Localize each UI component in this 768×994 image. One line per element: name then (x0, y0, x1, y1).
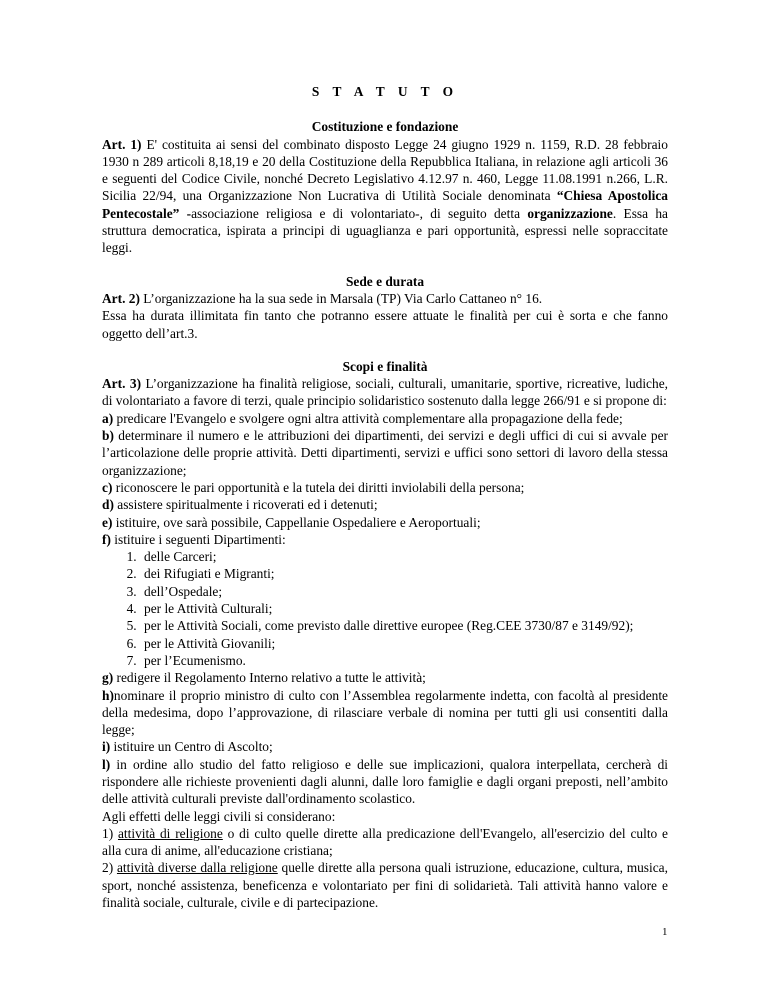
department-item: 1. delle Carceri; (140, 548, 668, 565)
article-2-label: Art. 2) (102, 290, 140, 306)
department-item: 5. per le Attività Sociali, come previsto dalle direttive europee (Reg.CEE 3730/87 e 3149/92); (140, 617, 668, 634)
item-e-label: e) (102, 514, 113, 530)
item-d-label: d) (102, 497, 114, 513)
list-item-h (102, 687, 668, 739)
activity-other-number: 2) (102, 860, 117, 876)
article-3 (102, 375, 668, 410)
department-item: 3. dell’Ospedale; (140, 583, 668, 600)
item-b-label: b) (102, 428, 114, 444)
activity-other-text: quelle dirette alla persona quali istruzione, educazione, cultura, musica, sport, nonché assistenza, beneficenza e volontariato per fini di solidarietà. Tali attività hanno valore e finalità sociale, culturale, civile e di partecipazione. (102, 860, 668, 911)
article-1-text-a: E' costituita ai sensi del combinato disposto Legge 24 giugno 1929 n. 1159, R.D. 28 febbraio 1930 n 289 articoli 8,18,19 e 20 della Costituzione della Repubblica Italiana, in relazione agli articoli 36 e seguenti del Codice Civile, nonché Decreto Legislativo 4.12.97 n. 460, Legge 11.08.1991 n.266, L.R. Sicilia 22/94, una Organizzazione Non Lucrativa di Utilità Sociale denominata (102, 136, 668, 204)
departments-list (102, 548, 668, 669)
article-3-intro: L’organizzazione ha finalità religiose, sociali, culturali, umanitarie, sportive, ricreative, ludiche, di volontariato a favore di terzi, quale principio solidaristico sostenuto dalla legge 266/91 e si propone di: (102, 376, 668, 409)
list-item-a (102, 410, 668, 427)
department-item: 6. per le Attività Giovanili; (140, 635, 668, 652)
article-2-text-a: L’organizzazione ha la sua sede in Marsala (TP) Via Carlo Cattaneo n° 16. (139, 290, 543, 306)
item-h-label: h) (102, 687, 114, 703)
item-a-text: predicare l'Evangelo e svolgere ogni altra attività complementare alla propagazione della fede; (113, 410, 623, 426)
list-item-l (102, 756, 668, 808)
department-item: 2. dei Rifugiati e Migranti; (140, 565, 668, 582)
activity-religion-number: 1) (102, 825, 118, 841)
civil-effects-intro: Agli effetti delle leggi civili si considerano: (102, 808, 336, 824)
article-2 (102, 290, 668, 307)
item-c-label: c) (102, 479, 113, 495)
item-a-label: a) (102, 410, 114, 426)
item-f-text: istituire i seguenti Dipartimenti: (110, 531, 286, 547)
page-number: 1 (662, 926, 668, 938)
organization-term: organizzazione (527, 205, 613, 221)
activity-other-term: attività diverse dalla religione (116, 860, 278, 876)
item-d-text: assistere spiritualmente i ricoverati ed i detenuti; (113, 497, 378, 513)
department-item: 4. per le Attività Culturali; (140, 600, 668, 617)
section-heading-scopi: Scopi e finalità (342, 358, 428, 374)
list-item-i (102, 738, 668, 755)
article-1-text-b: associazione religiosa e di volontariato-, di seguito detta (191, 205, 528, 221)
list-item-e (102, 514, 668, 531)
item-i-label: i) (102, 739, 111, 755)
document-body (102, 83, 668, 911)
item-h-text: nominare il proprio ministro di culto con l’Assemblea regolarmente indetta, con facoltà al presidente della medesima, dopo l’approvazione, di rilasciare verbale di nomina per tutti gli usi consentiti dalla legge; (102, 687, 668, 738)
section-heading-sede: Sede e durata (345, 273, 425, 289)
organization-name: “Chiesa Apostolica Pentecostale” - (102, 188, 668, 221)
document-title: S T A T U T O (311, 84, 459, 99)
item-l-label: l) (102, 756, 111, 772)
activity-other (102, 859, 668, 911)
activity-religion (102, 825, 668, 860)
article-1 (102, 136, 668, 257)
department-item: 7. per l’Ecumenismo. (140, 652, 668, 669)
list-item-b (102, 427, 668, 479)
item-b-text: determinare il numero e le attribuzioni dei dipartimenti, dei servizi e degli uffici di cui si avvale per l’articolazione delle proprie attività. Detti dipartimenti, servizi e uffici sono settori di lavoro della stessa organizzazione; (102, 428, 668, 478)
article-2-duration: Essa ha durata illimitata fin tanto che potranno essere attuate le finalità per cui è sorta e che fanno oggetto dell’art.3. (102, 308, 668, 341)
article-1-label: Art. 1) (102, 136, 142, 152)
list-item-f (102, 531, 668, 548)
item-f-label: f) (102, 531, 111, 547)
item-g-label: g) (102, 670, 114, 686)
item-l-text: in ordine allo studio del fatto religioso e delle sue implicazioni, qualora interpellata, cercherà di rispondere alle richieste provenienti dagli alunni, dalle loro famiglie e dagli organi preposti, nell’ambito delle attività culturali previste dall'ordinamento scolastico. (102, 756, 668, 807)
list-item-g (102, 669, 668, 686)
item-i-text: istituire un Centro di Ascolto; (110, 739, 273, 755)
section-heading-costituzione: Costituzione e fondazione (311, 119, 459, 135)
article-1-text-c: . Essa ha struttura democratica, ispirata a principi di uguaglianza e pari opportunità, espressi nelle sopraccitate leggi. (102, 205, 669, 256)
list-item-c (102, 479, 668, 496)
activity-religion-text: o di culto quelle dirette alla predicazione dell'Evangelo, all'esercizio del culto e alla cura di anime, all'educazione cristiana; (102, 825, 668, 859)
item-e-text: istituire, ove sarà possibile, Cappellanie Ospedaliere e Aeroportuali; (112, 514, 481, 530)
activity-religion-term: attività di religione (117, 825, 223, 841)
item-c-text: riconoscere le pari opportunità e la tutela dei diritti inviolabili della persona; (112, 479, 525, 495)
list-item-d (102, 496, 668, 513)
article-3-label: Art. 3) (102, 376, 142, 392)
item-g-text: redigere il Regolamento Interno relativo a tutte le attività; (113, 670, 426, 686)
